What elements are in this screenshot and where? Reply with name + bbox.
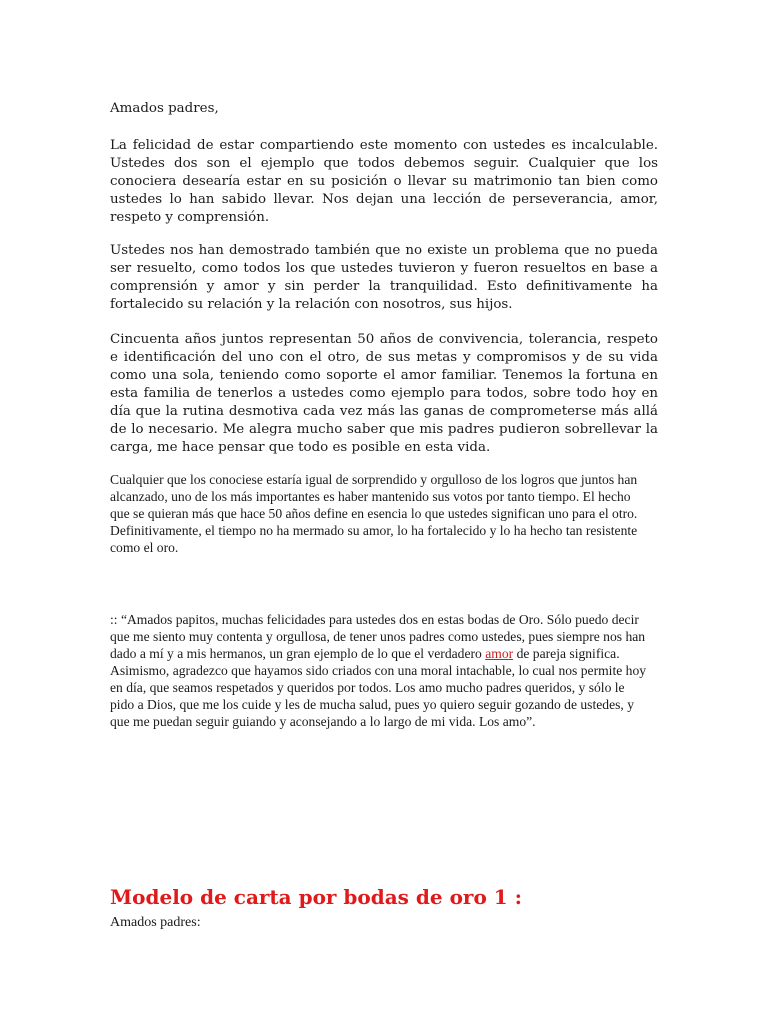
closing-greeting: Amados padres: xyxy=(110,915,201,930)
quote-paragraph xyxy=(110,611,650,730)
letter-paragraph-2: Ustedes nos han demostrado también que no existe un problema que no pueda ser resuelto, como todos los que ustedes tuvieron y fueron resueltos en base a comprensión y amor y sin perder la tranquilidad. Esto definitivamente ha fortalecido su relación y la relación con nosotros, sus hijos. xyxy=(110,243,658,312)
second-section-paragraph: Cualquier que los conociese estaría igual de sorprendido y orgulloso de los logros que juntos han alcanzado, uno de los más importantes es haber mantenido sus votos por tanto tiempo. El hecho que se quieran más que hace 50 años define en esencia lo que ustedes significan uno para el otro. Definitivamente, el tiempo no ha mermado su amor, lo ha fortalecido y lo ha hecho tan resistente como el oro. xyxy=(110,472,638,555)
amor-link[interactable]: amor xyxy=(485,646,514,661)
section-heading: Modelo de carta por bodas de oro 1 : xyxy=(110,885,523,909)
quote-text-after-link: de pareja significa. Asimismo, agradezco que hayamos sido criados con una moral intachable, lo cual nos permite hoy en día, que seamos respetados y queridos por todos. Los amo mucho padres queridos, y sólo le pido a Dios, que me los cuide y les de mucha salud, pues yo quiero seguir gozando de ustedes, y que me puedan seguir guiando y aconsejando a lo largo de mi vida. Los amo”. xyxy=(110,646,647,729)
letter-greeting: Amados padres, xyxy=(110,101,219,116)
letter-paragraph-3: Cincuenta años juntos representan 50 años de convivencia, tolerancia, respeto e identificación del uno con el otro, de sus metas y compromisos y de su vida como una sola, teniendo como soporte el amor familiar. Tenemos la fortuna en esta familia de tenerlos a ustedes como ejemplo para todos, sobre todo hoy en día que la rutina desmotiva cada vez más las ganas de comprometerse más allá de lo necesario. Me alegra mucho saber que mis padres pudieron sobrellevar la carga, me hace pensar que todo es posible en esta vida. xyxy=(110,332,658,455)
quote-text-before-link: :: “Amados papitos, muchas felicidades para ustedes dos en estas bodas de Oro. Sólo puedo decir que me siento muy contenta y orgullosa, de tener unos padres como ustedes, pues siempre nos han dado a mí y a mis hermanos, un gran ejemplo de lo que el verdadero xyxy=(110,612,646,661)
letter-paragraph-1: La felicidad de estar compartiendo este momento con ustedes es incalculable. Ustedes dos son el ejemplo que todos debemos seguir. Cualquier que los conociera desearía estar en su posición o llevar su matrimonio tan bien como ustedes lo han sabido llevar. Nos dejan una lección de perseverancia, amor, respeto y comprensión. xyxy=(110,138,658,225)
